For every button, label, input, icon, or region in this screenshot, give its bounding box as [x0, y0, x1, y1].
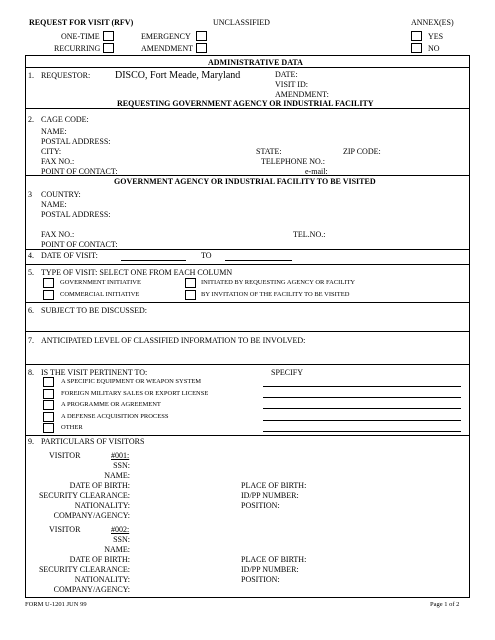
section-9-number: 9. — [28, 437, 34, 446]
requestor-label: REQUESTOR: — [41, 71, 91, 80]
date-from-line[interactable] — [121, 260, 186, 261]
annex-label: ANNEX(ES) — [411, 18, 454, 27]
zip-code-label: ZIP CODE: — [343, 147, 381, 156]
visitor-label: VISITOR — [49, 525, 81, 534]
name-label: NAME: — [104, 471, 130, 480]
visitor-number: #001: — [111, 451, 130, 460]
commercial-initiative-label: COMMERCIAL INITIATIVE — [60, 291, 140, 298]
other-checkbox[interactable] — [43, 423, 54, 433]
cage-code-label: CAGE CODE: — [41, 115, 89, 124]
country-label: COUNTRY: — [41, 190, 81, 199]
one-time-label: ONE-TIME — [61, 32, 100, 41]
ssn-label: SSN: — [113, 461, 130, 470]
gov-initiative-label: GOVERNMENT INITIATIVE — [60, 279, 141, 286]
date-label: DATE: — [275, 70, 298, 79]
name-label: NAME: — [41, 200, 67, 209]
divider — [25, 264, 470, 265]
amendment-field-label: AMENDMENT: — [275, 90, 329, 99]
specify-line[interactable] — [263, 397, 461, 398]
emergency-checkbox[interactable] — [196, 31, 207, 41]
type-of-visit-label: TYPE OF VISIT: SELECT ONE FROM EACH COLUMN — [41, 268, 233, 277]
divider — [25, 175, 470, 176]
annex-yes-label: YES — [428, 32, 444, 41]
section-5-number: 5. — [28, 268, 34, 277]
amendment-label: AMENDMENT — [141, 44, 193, 53]
classification-label: UNCLASSIFIED — [213, 18, 270, 27]
specify-line[interactable] — [263, 408, 461, 409]
recurring-label: RECURRING — [54, 44, 101, 53]
divider — [25, 331, 470, 332]
requestor-value[interactable]: DISCO, Fort Meade, Maryland — [115, 70, 241, 81]
section-3-number: 3 — [28, 190, 32, 199]
tel-label: TEL.NO.: — [293, 230, 326, 239]
equipment-label: A SPECIFIC EQUIPMENT OR WEAPON SYSTEM — [61, 378, 202, 385]
equipment-checkbox[interactable] — [43, 377, 54, 387]
annex-no-label: NO — [428, 44, 440, 53]
section-8-number: 8. — [28, 368, 34, 377]
by-invitation-label: BY INVITATION OF THE FACILITY TO BE VISITED — [201, 291, 350, 298]
section-4-number: 4. — [28, 251, 34, 260]
annex-no-checkbox[interactable] — [411, 43, 422, 53]
to-label: TO — [201, 251, 212, 260]
acquisition-checkbox[interactable] — [43, 412, 54, 422]
page-number: Page 1 of 2 — [430, 601, 460, 608]
fax-label: FAX NO.: — [41, 157, 75, 166]
poc-label: POINT OF CONTACT: — [41, 167, 118, 176]
section-7-number: 7. — [28, 336, 34, 345]
postal-address-label: POSTAL ADDRESS: — [41, 137, 111, 146]
section-2-number: 2. — [28, 115, 34, 124]
name-label: NAME: — [41, 127, 67, 136]
dob-label: DATE OF BIRTH: — [69, 481, 130, 490]
name-label: NAME: — [104, 545, 130, 554]
specify-line[interactable] — [263, 386, 461, 387]
visit-id-label: VISIT ID: — [275, 80, 308, 89]
section-1-number: 1. — [28, 71, 34, 80]
date-to-line[interactable] — [225, 260, 292, 261]
divider — [25, 302, 470, 303]
recurring-checkbox[interactable] — [103, 43, 114, 53]
postal-address-label: POSTAL ADDRESS: — [41, 210, 111, 219]
fax-label: FAX NO.: — [41, 230, 75, 239]
programme-label: A PROGRAMME OR AGREEMENT — [61, 401, 161, 408]
clearance-label: SECURITY CLEARANCE: — [38, 565, 130, 574]
visited-heading: GOVERNMENT AGENCY OR INDUSTRIAL FACILITY TO BE VISITED — [114, 177, 376, 186]
fms-checkbox[interactable] — [43, 389, 54, 399]
initiated-by-requesting-checkbox[interactable] — [185, 278, 196, 288]
visitors-label: PARTICULARS OF VISITORS — [41, 437, 145, 446]
visitor-label: VISITOR — [49, 451, 81, 460]
annex-yes-checkbox[interactable] — [411, 31, 422, 41]
acquisition-label: A DEFENSE ACQUISITION PROCESS — [61, 413, 169, 420]
idpp-label: ID/PP NUMBER: — [241, 565, 299, 574]
dob-label: DATE OF BIRTH: — [69, 555, 130, 564]
divider — [25, 364, 470, 365]
initiated-by-requesting-label: INITIATED BY REQUESTING AGENCY OR FACILITY — [201, 279, 356, 286]
gov-initiative-checkbox[interactable] — [43, 278, 54, 288]
form-number: FORM U-1201 JUN 99 — [25, 601, 87, 608]
one-time-checkbox[interactable] — [103, 31, 114, 41]
fms-label: FOREIGN MILITARY SALES OR EXPORT LICENSE — [61, 390, 209, 397]
pob-label: PLACE OF BIRTH: — [241, 555, 307, 564]
position-label: POSITION: — [241, 575, 280, 584]
other-label: OTHER — [61, 424, 83, 431]
pertinent-label: IS THE VISIT PERTINENT TO: — [41, 368, 148, 377]
position-label: POSITION: — [241, 501, 280, 510]
ssn-label: SSN: — [113, 535, 130, 544]
state-label: STATE: — [256, 147, 282, 156]
by-invitation-checkbox[interactable] — [185, 290, 196, 300]
nationality-label: NATIONALITY: — [74, 501, 130, 510]
form-title: REQUEST FOR VISIT (RFV) — [29, 18, 134, 27]
poc-label: POINT OF CONTACT: — [41, 240, 118, 249]
subject-label: SUBJECT TO BE DISCUSSED: — [41, 306, 148, 315]
requesting-heading: REQUESTING GOVERNMENT AGENCY OR INDUSTRIAL FACILITY — [117, 99, 374, 108]
idpp-label: ID/PP NUMBER: — [241, 491, 299, 500]
emergency-label: EMERGENCY — [141, 32, 191, 41]
specify-line[interactable] — [263, 431, 461, 432]
divider — [25, 67, 470, 68]
visitor-number: #002: — [111, 525, 130, 534]
classified-level-label: ANTICIPATED LEVEL OF CLASSIFIED INFORMATION TO BE INVOLVED: — [41, 336, 306, 345]
date-of-visit-label: DATE OF VISIT: — [41, 251, 98, 260]
divider — [25, 435, 470, 436]
programme-checkbox[interactable] — [43, 400, 54, 410]
commercial-initiative-checkbox[interactable] — [43, 290, 54, 300]
admin-heading: ADMINISTRATIVE DATA — [208, 58, 303, 67]
city-label: CITY: — [41, 147, 62, 156]
company-label: COMPANY/AGENCY: — [53, 585, 130, 594]
specify-label: SPECIFY — [271, 368, 304, 377]
pob-label: PLACE OF BIRTH: — [241, 481, 307, 490]
section-6-number: 6. — [28, 306, 34, 315]
nationality-label: NATIONALITY: — [74, 575, 130, 584]
company-label: COMPANY/AGENCY: — [53, 511, 130, 520]
specify-line[interactable] — [263, 420, 461, 421]
telephone-label: TELEPHONE NO.: — [261, 157, 325, 166]
amendment-checkbox[interactable] — [196, 43, 207, 53]
email-label: e-mail: — [305, 167, 328, 176]
divider — [25, 108, 470, 109]
divider — [25, 249, 470, 250]
clearance-label: SECURITY CLEARANCE: — [38, 491, 130, 500]
